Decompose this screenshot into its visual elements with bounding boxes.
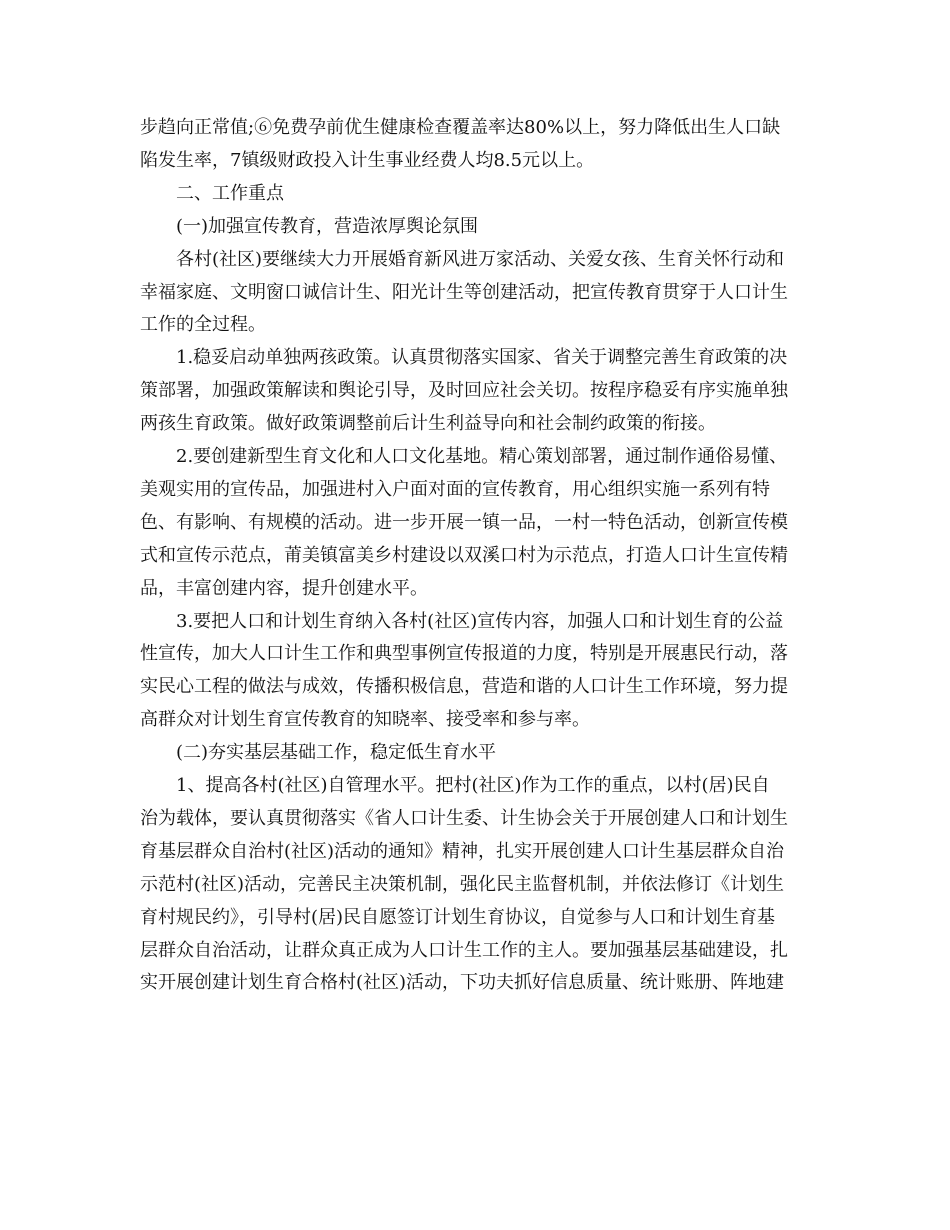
paragraph-line: 美观实用的宣传品，加强进村入户面对面的宣传教育，用心组织实施一系列有特 — [140, 478, 770, 500]
paragraph-line: 策部署，加强政策解读和舆论引导，及时回应社会关切。按程序稳妥有序实施单独 — [140, 380, 788, 402]
paragraph-line: 高群众对计划生育宣传教育的知晓率、接受率和参与率。 — [140, 709, 590, 731]
paragraph-first-line: 二、工作重点 — [176, 182, 284, 204]
paragraph-line: 式和宣传示范点，莆美镇富美乡村建设以双溪口村为示范点，打造人口计生宣传精 — [140, 544, 788, 566]
paragraph-line: 性宣传，加大人口计生工作和典型事例宣传报道的力度，特别是开展惠民行动，落 — [140, 643, 788, 665]
paragraph-first-line: 3.要把人口和计划生育纳入各村(社区)宣传内容，加强人口和计划生育的公益 — [176, 610, 784, 632]
paragraph-line: 陷发生率，7镇级财政投入计生事业经费人均8.5元以上。 — [140, 149, 595, 171]
paragraph-line: 实开展创建计划生育合格村(社区)活动，下功夫抓好信息质量、统计账册、阵地建 — [140, 972, 785, 994]
paragraph-first-line: 1.稳妥启动单独两孩政策。认真贯彻落实国家、省关于调整完善生育政策的决 — [176, 347, 788, 369]
paragraph-line: 两孩生育政策。做好政策调整前后计生利益导向和社会制约政策的衔接。 — [140, 413, 716, 435]
paragraph-line: 治为载体，要认真贯彻落实《省人口计生委、计生协会关于开展创建人口和计划生 — [140, 807, 788, 829]
paragraph-line: 育村规民约》，引导村(居)民自愿签订计划生育协议，自觉参与人口和计划生育基 — [140, 906, 776, 928]
paragraph-first-line: (二)夯实基层基础工作，稳定低生育水平 — [176, 742, 497, 764]
paragraph-first-line: 各村(社区)要继续大力开展婚育新风进万家活动、关爱女孩、生育关怀行动和 — [176, 248, 785, 270]
paragraph-line: 示范村(社区)活动，完善民主决策机制，强化民主监督机制，并依法修订《计划生 — [140, 873, 785, 895]
paragraph-line: 工作的全过程。 — [140, 314, 266, 336]
paragraph-first-line: 1、提高各村(社区)自管理水平。把村(社区)作为工作的重点，以村(居)民自 — [176, 775, 770, 796]
paragraph-line: 幸福家庭、文明窗口诚信计生、阳光计生等创建活动，把宣传教育贯穿于人口计生 — [140, 281, 788, 303]
paragraph-first-line: 2.要创建新型生育文化和人口文化基地。精心策划部署，通过制作通俗易懂、 — [176, 446, 788, 467]
paragraph-line: 色、有影响、有规模的活动。进一步开展一镇一品，一村一特色活动，创新宣传模 — [140, 511, 788, 533]
paragraph-first-line: (一)加强宣传教育，营造浓厚舆论氛围 — [176, 215, 479, 237]
paragraph-line: 层群众自治活动，让群众真正成为人口计生工作的主人。要加强基层基础建设，扎 — [140, 939, 788, 961]
paragraph-line: 步趋向正常值;⑥免费孕前优生健康检查覆盖率达80%以上，努力降低出生人口缺 — [140, 117, 781, 138]
paragraph-line: 实民心工程的做法与成效，传播积极信息，营造和谐的人口计生工作环境，努力提 — [140, 676, 788, 698]
paragraph-line: 品，丰富创建内容，提升创建水平。 — [140, 577, 428, 599]
paragraph-line: 育基层群众自治村(社区)活动的通知》精神，扎实开展创建人口计生基层群众自治 — [140, 840, 785, 862]
